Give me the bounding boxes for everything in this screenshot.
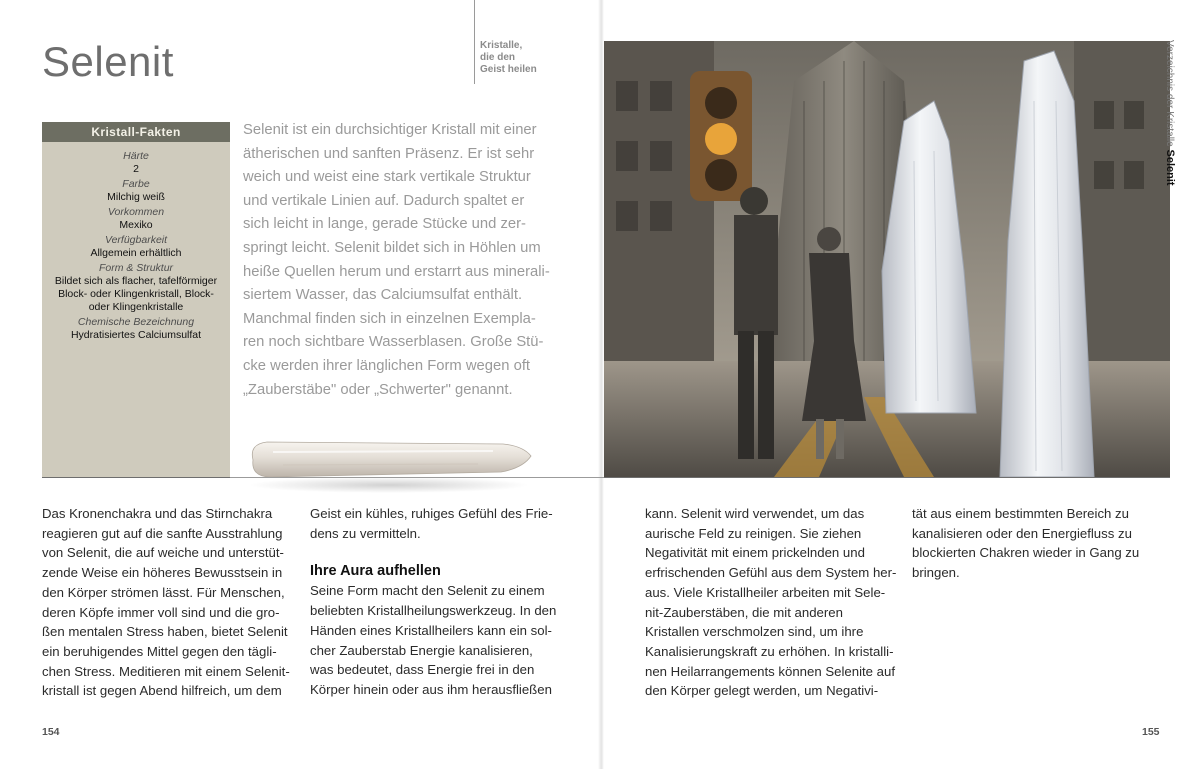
body-line: cher Zauberstab Energie kanalisieren, bbox=[310, 642, 533, 658]
left-rule bbox=[42, 477, 230, 478]
body-line: Negativität mit einem prickelnden und bbox=[645, 545, 865, 561]
chapter-label: Verzeichnis der Kristalle bbox=[1164, 40, 1175, 147]
body-line: aurische Feld zu reinigen. Sie ziehen bbox=[645, 525, 862, 541]
intro-text bbox=[243, 119, 550, 402]
fact-label: Verfügbarkeit bbox=[104, 234, 168, 246]
body-line: kristall ist gegen Abend hilfreich, um dem bbox=[42, 683, 282, 699]
intro-line: Selenit ist ein durchsichtiger Kristall mit einer bbox=[243, 122, 537, 138]
body-line: bringen. bbox=[912, 565, 960, 581]
intro-line: sich leicht in lange, gerade Stücke und zer- bbox=[243, 216, 526, 233]
fact-value: 2 bbox=[133, 163, 139, 175]
body-line: Das Kronenchakra und das Stirnchakra bbox=[42, 506, 273, 521]
body-column-4 bbox=[912, 504, 1152, 583]
fact-label: Form & Struktur bbox=[98, 262, 174, 274]
body-line: deren Köpfe immer voll sind und die gro- bbox=[42, 604, 280, 620]
body-line: reagieren gut auf die sanfte Ausstrahlung bbox=[42, 525, 283, 541]
page-title: Selenit bbox=[42, 38, 174, 85]
section-tag bbox=[480, 40, 550, 76]
chapter-crystal-name: Selenit bbox=[1164, 149, 1176, 186]
body-line: ein beruhigendes Mittel gegen den tägli- bbox=[42, 643, 277, 659]
fact-item bbox=[42, 262, 230, 314]
left-rule-extension bbox=[230, 477, 604, 478]
body-line: Händen eines Kristallheilers kann ein sol- bbox=[310, 622, 552, 638]
body-line: aus. Viele Kristallheiler arbeiten mit Sele- bbox=[645, 584, 886, 600]
fact-item bbox=[42, 206, 230, 232]
intro-line: siertem Wasser, das Calciumsulfat enthält. bbox=[243, 287, 523, 304]
fact-value: Block- oder Klingenkristall, Block- bbox=[58, 288, 214, 300]
intro-line: weich und weist eine stark vertikale Struktur bbox=[243, 169, 531, 186]
facts-header: Kristall-Fakten bbox=[42, 122, 230, 142]
body-line: nen Heilarrangements können Selenite auf bbox=[645, 663, 895, 679]
body-line: zende Weise ein höheres Bewusstsein in bbox=[42, 565, 283, 581]
body-column-2 bbox=[310, 504, 557, 700]
body-line: beliebten Kristallheilungswerkzeug. In den bbox=[310, 603, 557, 619]
body-column-1 bbox=[42, 504, 290, 701]
fact-item bbox=[42, 150, 230, 176]
body-line: den Körper strömen lässt. Für Menschen, bbox=[42, 584, 285, 600]
fact-value: oder Klingenkristalle bbox=[88, 301, 184, 313]
fact-item bbox=[42, 178, 230, 204]
intro-line: und vertikale Linien auf. Dadurch spaltet er bbox=[243, 192, 525, 209]
fact-value: Bildet sich als flacher, tafelförmiger bbox=[54, 275, 218, 287]
body-line: Kanalisierungskraft zu erhöhen. In kristalli- bbox=[645, 643, 894, 659]
selenite-wand-image bbox=[243, 430, 535, 500]
fact-label: Chemische Bezeichnung bbox=[77, 316, 195, 328]
body-line: Geist ein kühles, ruhiges Gefühl des Frie- bbox=[310, 506, 553, 521]
section-divider bbox=[474, 0, 475, 84]
facts-list bbox=[42, 142, 230, 342]
fact-label: Farbe bbox=[122, 178, 150, 190]
fact-value: Mexiko bbox=[119, 219, 153, 231]
intro-line: „Zauberstäbe" oder „Schwerter" genannt. bbox=[243, 381, 513, 398]
intro-line: cke werden ihrer länglichen Form wegen oft bbox=[243, 357, 531, 374]
body-line: kann. Selenit wird verwendet, um das bbox=[645, 506, 865, 521]
chapter-sidebar-tag bbox=[1164, 40, 1192, 186]
fact-value: Allgemein erhältlich bbox=[90, 247, 182, 259]
page-number-right: 155 bbox=[1142, 726, 1160, 738]
body-line: den Körper gelegt werden, um Negativi- bbox=[645, 683, 879, 699]
body-line: nit-Zauberstäben, die mit anderen bbox=[645, 604, 843, 620]
section-tag-line: Geist heilen bbox=[480, 64, 537, 75]
body-line: blockierten Chakren wieder in Gang zu bbox=[912, 545, 1140, 561]
body-line: ßen mentalen Stress haben, bietet Selenit bbox=[42, 624, 288, 640]
fact-label: Vorkommen bbox=[107, 206, 165, 218]
body-line: Körper hinein oder aus ihm herausfließen bbox=[310, 681, 552, 697]
body-line: chen Stress. Meditieren mit einem Selenit- bbox=[42, 663, 290, 679]
crystal-facts-box bbox=[42, 122, 230, 478]
intro-line: ätherischen und sanften Präsenz. Er ist sehr bbox=[243, 145, 535, 162]
right-rule bbox=[604, 477, 1170, 478]
intro-line: ren noch sichtbare Wasserblasen. Große Stü- bbox=[243, 334, 544, 351]
body-line: erfrischenden Gefühl aus dem System her- bbox=[645, 565, 897, 581]
body-line: dens zu vermitteln. bbox=[310, 525, 421, 541]
fact-value: Milchig weiß bbox=[107, 191, 165, 203]
section-tag-line: Kristalle, bbox=[480, 40, 523, 51]
body-line: tät aus einem bestimmten Bereich zu bbox=[912, 506, 1129, 521]
section-tag-line: die den bbox=[480, 52, 516, 63]
fact-value: Hydratisiertes Calciumsulfat bbox=[70, 329, 202, 341]
body-line: Seine Form macht den Selenit zu einem bbox=[310, 583, 545, 599]
body-column-3 bbox=[645, 504, 897, 701]
fact-label: Härte bbox=[123, 150, 149, 162]
body-line: von Selenit, die auf weiche und unterstüt- bbox=[42, 545, 284, 561]
body-line: was bedeutet, dass Energie frei in den bbox=[310, 662, 535, 678]
body-line: Kristallen verschmolzen sind, um ihre bbox=[645, 624, 864, 640]
page-number-left: 154 bbox=[42, 726, 60, 738]
section-heading: Ihre Aura aufhellen bbox=[310, 563, 441, 580]
intro-line: heiße Quellen herum und erstarrt aus minerali- bbox=[243, 263, 550, 280]
intro-line: Manchmal finden sich in einzelnen Exempla- bbox=[243, 310, 536, 327]
fact-item bbox=[42, 234, 230, 260]
city-collage-photo bbox=[604, 41, 1170, 477]
body-line: kanalisieren oder den Energiefluss zu bbox=[912, 525, 1132, 541]
fact-item bbox=[42, 316, 230, 342]
intro-line: springt leicht. Selenit bildet sich in Höhlen um bbox=[243, 239, 541, 256]
